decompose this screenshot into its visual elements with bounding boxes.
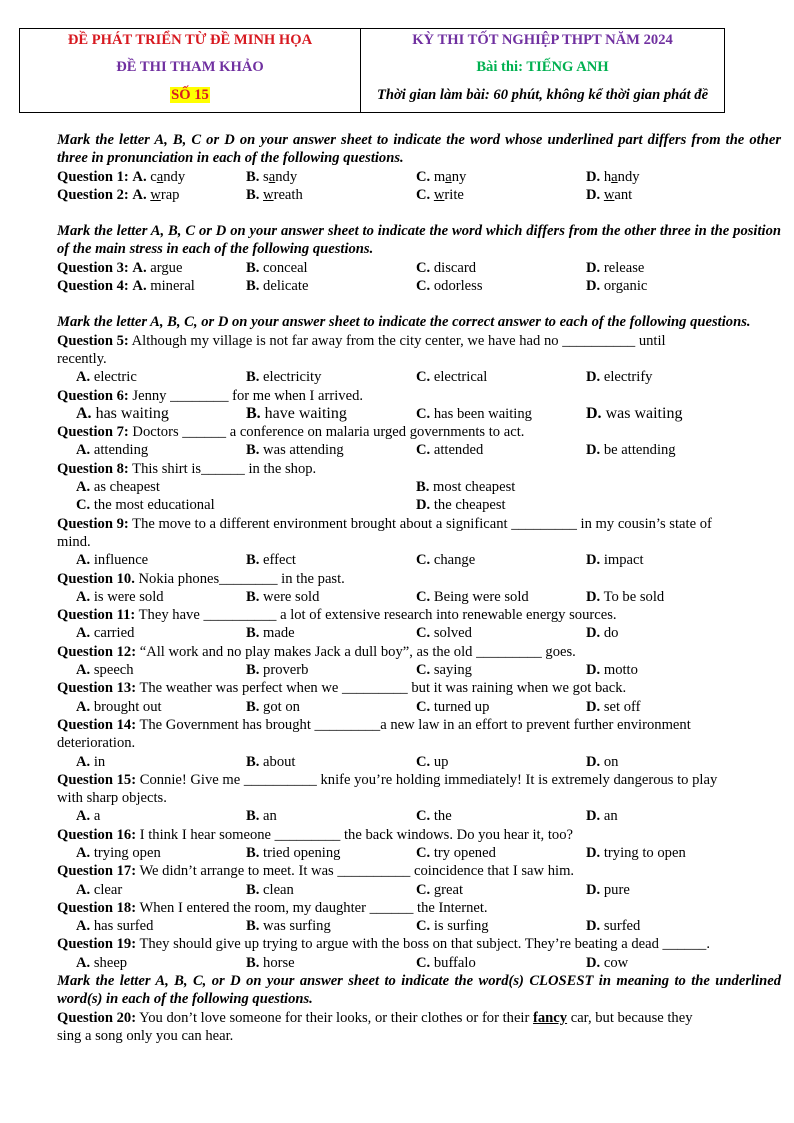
q12-option-d[interactable]: D. motto — [586, 662, 638, 679]
q9-option-b[interactable]: B. effect — [246, 552, 296, 569]
question-17: Question 17: We didn’t arrange to meet. It was __________ coincidence that I saw him. A. clear B. clean C. great D. pure — [57, 862, 781, 899]
q18-option-a[interactable]: A. has surfed — [76, 918, 154, 935]
q10-option-b[interactable]: B. were sold — [246, 588, 320, 605]
q5-option-c[interactable]: C. electrical — [416, 369, 488, 386]
q10-option-a[interactable]: A. is were sold — [76, 588, 164, 605]
underlined-word-fancy: fancy — [533, 1009, 568, 1026]
q8-option-a[interactable]: A. as cheapest — [76, 479, 160, 496]
header-exam-type: ĐỀ THI THAM KHẢO — [116, 59, 264, 75]
q16-option-c[interactable]: C. try opened — [416, 844, 496, 861]
q12-option-c[interactable]: C. saying — [416, 662, 472, 679]
q14-option-d[interactable]: D. on — [586, 753, 619, 770]
exam-header-table — [19, 28, 725, 113]
q18-option-c[interactable]: C. is surfing — [416, 918, 489, 935]
q15-options — [57, 807, 781, 825]
q12-option-a[interactable]: A. speech — [76, 662, 134, 679]
question-5: Question 5: Although my village is not far away from the city center, we have had no __________ until recently. A. electric B. electricity C. electrical D. electrify — [57, 332, 781, 387]
q5-option-b[interactable]: B. electricity — [246, 369, 322, 386]
section-2-instruction: Mark the letter A, B, C or D on your answer sheet to indicate the word which differs from the other three in the position of the main stress in each of the following questions. — [57, 223, 781, 258]
q7-option-b[interactable]: B. was attending — [246, 442, 344, 459]
q4-option-d[interactable]: D. organic — [586, 278, 648, 295]
header-exam-title: KỲ THI TỐT NGHIỆP THPT NĂM 2024 — [412, 32, 673, 48]
q16-option-a[interactable]: A. trying open — [76, 844, 161, 861]
q16-option-b[interactable]: B. tried opening — [246, 844, 341, 861]
q4-option-c[interactable]: C. odorless — [416, 278, 483, 295]
question-11: Question 11: They have __________ a lot of extensive research into renewable energy sources. A. carried B. made C. solved D. do — [57, 606, 781, 643]
q15-option-a[interactable]: A. a — [76, 808, 101, 825]
exam-content — [57, 131, 781, 1045]
q1-option-b[interactable]: B. sandy — [246, 168, 298, 185]
q8-options-row-2 — [57, 496, 781, 514]
q2-option-c[interactable]: C. write — [416, 186, 464, 203]
q7-option-c[interactable]: C. attended — [416, 442, 484, 459]
question-6: Question 6: Jenny ________ for me when I arrived. A. has waiting B. have waiting C. has been waiting D. was waiting — [57, 387, 781, 424]
q12-options — [57, 661, 781, 679]
q6-option-a[interactable]: A. has waiting — [76, 404, 169, 422]
q17-option-a[interactable]: A. clear — [76, 881, 123, 898]
q7-option-d[interactable]: D. be attending — [586, 442, 676, 459]
q4-option-b[interactable]: B. delicate — [246, 278, 309, 295]
question-8: Question 8: This shirt is______ in the shop. A. as cheapest B. most cheapest C. the most educational D. the cheapest — [57, 460, 781, 515]
q6-option-b[interactable]: B. have waiting — [246, 404, 347, 422]
q11-option-d[interactable]: D. do — [586, 625, 619, 642]
header-left-cell — [20, 29, 361, 112]
q10-option-c[interactable]: C. Being were sold — [416, 588, 529, 605]
q11-option-c[interactable]: C. solved — [416, 625, 472, 642]
q13-option-c[interactable]: C. turned up — [416, 698, 490, 715]
q16-option-d[interactable]: D. trying to open — [586, 844, 686, 861]
q10-option-d[interactable]: D. To be sold — [586, 588, 665, 605]
question-14: Question 14: The Government has brought _________a new law in an effort to prevent further environment deterioration. A. in B. about C. up D. on — [57, 716, 781, 771]
question-2: Question 2: A. wrap B. wreath C. write D. want — [57, 186, 633, 203]
q13-option-b[interactable]: B. got on — [246, 698, 300, 715]
q15-option-b[interactable]: B. an — [246, 808, 277, 825]
q19-option-a[interactable]: A. sheep — [76, 954, 128, 971]
q18-options — [57, 917, 781, 935]
q8-options-row-1 — [57, 478, 781, 496]
q11-options — [57, 624, 781, 642]
q15-option-d[interactable]: D. an — [586, 808, 618, 825]
q2-option-b[interactable]: B. wreath — [246, 186, 303, 203]
q3-option-c[interactable]: C. discard — [416, 259, 477, 276]
section-3-instruction: Mark the letter A, B, C, or D on your answer sheet to indicate the correct answer to each of the following questions. — [57, 314, 751, 331]
q1-option-d[interactable]: D. handy — [586, 168, 640, 185]
q6-option-c[interactable]: C. has been waiting — [416, 405, 532, 422]
q7-option-a[interactable]: A. attending — [76, 442, 149, 459]
q13-option-a[interactable]: A. brought out — [76, 698, 162, 715]
q11-option-a[interactable]: A. carried — [76, 625, 135, 642]
header-right-cell — [361, 29, 724, 112]
q8-option-b[interactable]: B. most cheapest — [416, 479, 516, 496]
q17-option-c[interactable]: C. great — [416, 881, 464, 898]
question-9: Question 9: The move to a different environment brought about a significant _________ in my cousin’s state of mind. A. influence B. effect C. change D. impact — [57, 515, 781, 570]
question-16: Question 16: I think I hear someone _________ the back windows. Do you hear it, too? A. trying open B. tried opening C. try opened D. trying to open — [57, 826, 781, 863]
question-3: Question 3: A. argue B. conceal C. discard D. release — [57, 259, 645, 276]
question-13: Question 13: The weather was perfect when we _________ but it was raining when we got back. A. brought out B. got on C. turned up D. set off — [57, 679, 781, 716]
section-1-instruction: Mark the letter A, B, C or D on your answer sheet to indicate the word whose underlined part differs from the other three in pronunciation in each of the following questions. — [57, 132, 781, 167]
q18-option-b[interactable]: B. was surfing — [246, 918, 331, 935]
q5-option-a[interactable]: A. electric — [76, 369, 137, 386]
q8-option-c[interactable]: C. the most educational — [76, 497, 215, 514]
q9-option-c[interactable]: C. change — [416, 552, 476, 569]
q19-option-b[interactable]: B. horse — [246, 954, 295, 971]
q14-option-b[interactable]: B. about — [246, 753, 296, 770]
question-7: Question 7: Doctors ______ a conference on malaria urged governments to act. A. attending B. was attending C. attended D. be attending — [57, 423, 781, 460]
q17-option-d[interactable]: D. pure — [586, 881, 630, 898]
q3-option-d[interactable]: D. release — [586, 259, 645, 276]
q6-option-d[interactable]: D. was waiting — [586, 404, 683, 422]
q6-options — [57, 405, 781, 423]
q5-option-d[interactable]: D. electrify — [586, 369, 653, 386]
q19-options — [57, 954, 781, 972]
q9-option-d[interactable]: D. impact — [586, 552, 644, 569]
q14-option-c[interactable]: C. up — [416, 753, 449, 770]
header-source-title: ĐỀ PHÁT TRIỂN TỪ ĐỀ MINH HỌA — [67, 32, 313, 48]
q10-options — [57, 588, 781, 606]
section-4-instruction: Mark the letter A, B, C, or D on your answer sheet to indicate the word(s) CLOSEST in meaning to the underlined word(s) in each of the following questions. — [57, 973, 781, 1008]
question-15: Question 15: Connie! Give me __________ knife you’re holding immediately! It is extremely dangerous to play with sharp objects. A. a B. an C. the D. an — [57, 771, 781, 826]
header-time-limit: Thời gian làm bài: 60 phút, không kể thời gian phát đề — [376, 87, 709, 103]
q18-option-d[interactable]: D. surfed — [586, 918, 641, 935]
header-exam-number: SỐ 15 — [171, 87, 209, 103]
q11-option-b[interactable]: B. made — [246, 625, 295, 642]
q12-option-b[interactable]: B. proverb — [246, 662, 309, 679]
question-12: Question 12: “All work and no play makes Jack a dull boy”, as the old _________ goes. A. speech B. proverb C. saying D. motto — [57, 643, 781, 680]
q13-option-d[interactable]: D. set off — [586, 698, 641, 715]
question-10: Question 10. Nokia phones________ in the past. A. is were sold B. were sold C. Being were sold D. To be sold — [57, 570, 781, 607]
q1-option-c[interactable]: C. many — [416, 168, 467, 185]
question-20: Question 20: You don’t love someone for their looks, or their clothes or for their fancy car, but because they sing a song only you can hear. — [57, 1009, 693, 1044]
q2-option-d[interactable]: D. want — [586, 186, 633, 203]
question-18: Question 18: When I entered the room, my daughter ______ the Internet. A. has surfed B. was surfing C. is surfing D. surfed — [57, 899, 781, 936]
q15-option-c[interactable]: C. the — [416, 808, 452, 825]
q17-options — [57, 881, 781, 899]
q14-option-a[interactable]: A. in — [76, 753, 106, 770]
q17-option-b[interactable]: B. clean — [246, 881, 294, 898]
q3-option-b[interactable]: B. conceal — [246, 259, 308, 276]
q19-option-c[interactable]: C. buffalo — [416, 954, 476, 971]
q8-option-d[interactable]: D. the cheapest — [416, 497, 506, 514]
question-4: Question 4: A. mineral B. delicate C. odorless D. organic — [57, 278, 648, 295]
q13-options — [57, 698, 781, 716]
q9-options — [57, 551, 781, 569]
q16-options — [57, 844, 781, 862]
q19-option-d[interactable]: D. cow — [586, 954, 629, 971]
question-19: Question 19: They should give up trying to argue with the boss on that subject. They’re beating a dead ______. A. sheep B. horse C. buffalo D. cow — [57, 935, 781, 972]
q14-options — [57, 753, 781, 771]
q7-options — [57, 441, 781, 459]
question-1: Question 1: A. candy B. sandy C. many D. handy — [57, 168, 640, 185]
q5-options — [57, 368, 781, 386]
header-subject: Bài thi: TIẾNG ANH — [476, 59, 609, 75]
q9-option-a[interactable]: A. influence — [76, 552, 149, 569]
